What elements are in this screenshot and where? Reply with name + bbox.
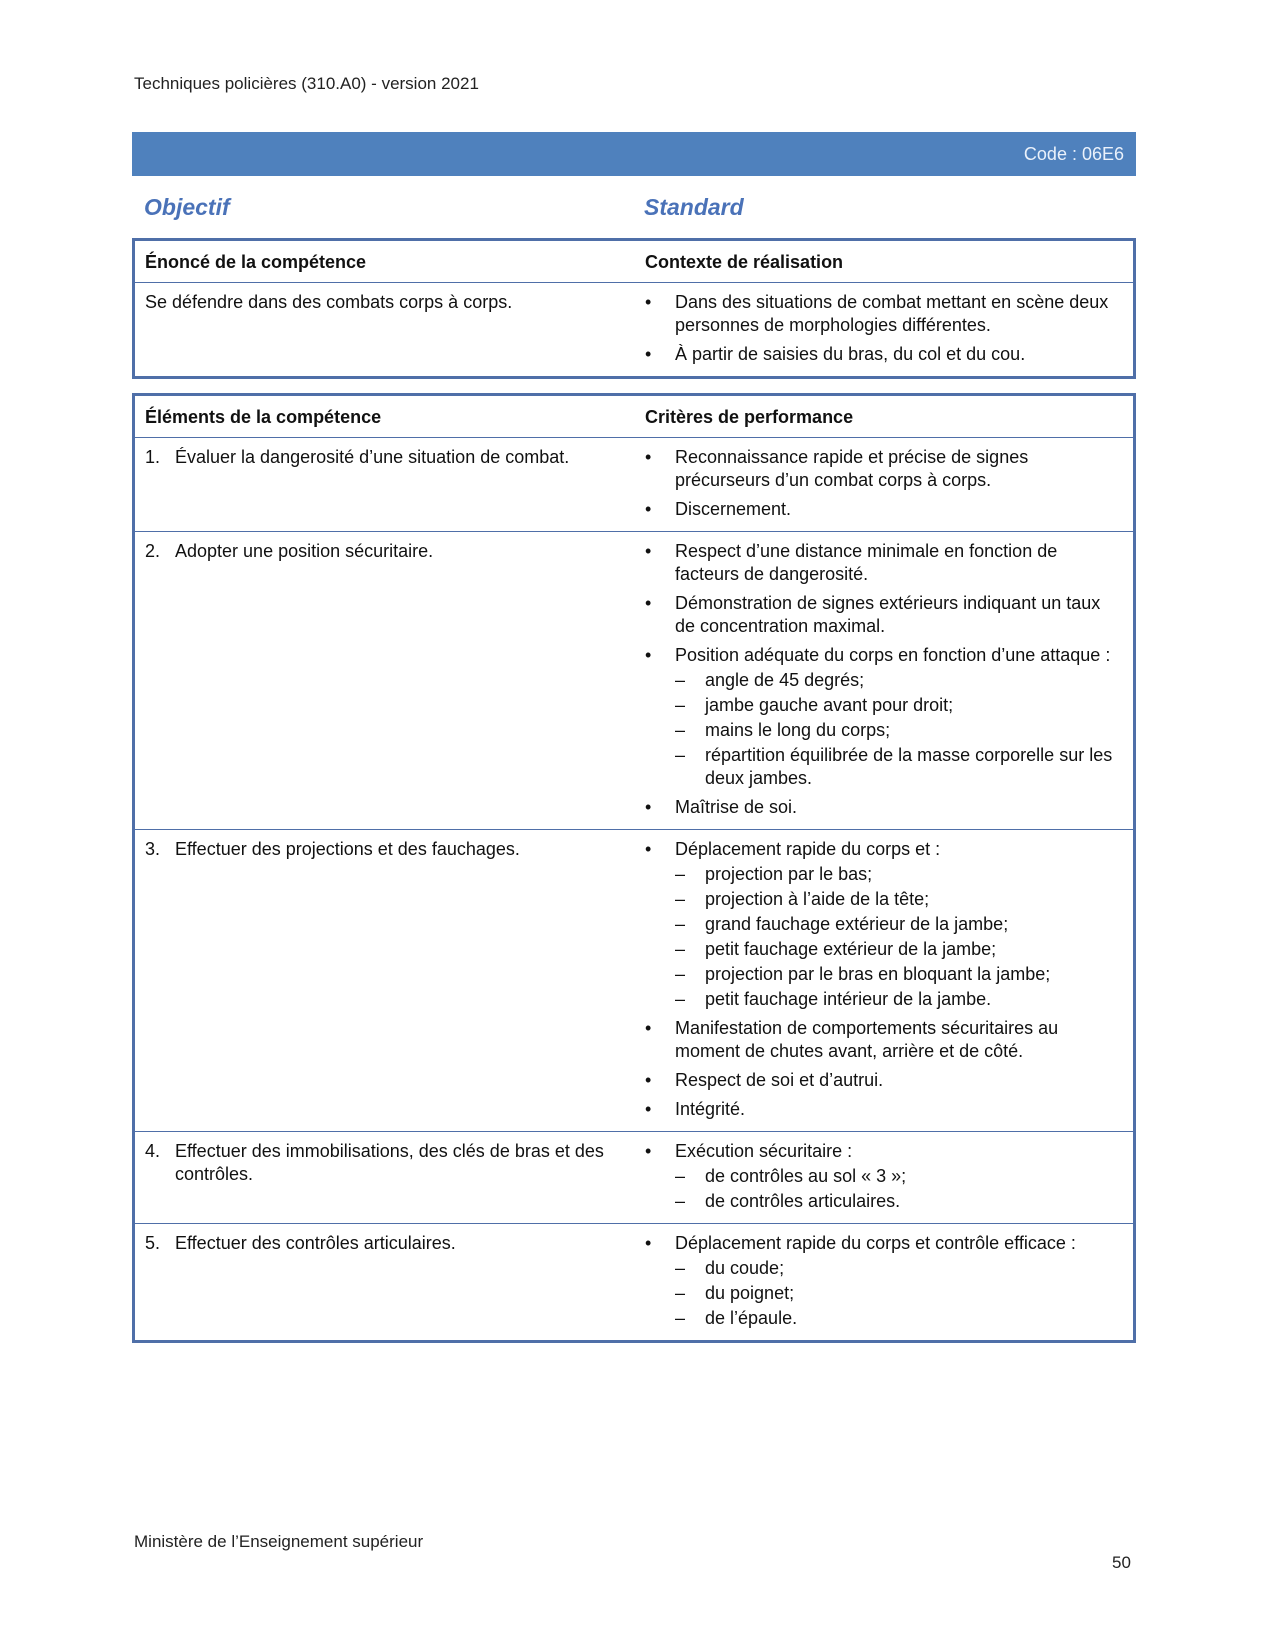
performance-criteria: [635, 830, 1133, 1131]
competency-element: [135, 438, 635, 531]
elements-column-header: Éléments de la compétence: [145, 407, 382, 427]
dash-icon: –: [675, 989, 686, 1009]
list-item: [645, 1232, 1117, 1330]
list-item: [645, 796, 1117, 819]
context-column-header: Contexte de réalisation: [645, 252, 844, 272]
list-item: [645, 644, 1117, 790]
table-row: [135, 437, 1133, 531]
dash-icon: –: [675, 914, 686, 934]
list-item: [645, 592, 1117, 638]
competency-element: [135, 1132, 635, 1223]
criterion-text: Déplacement rapide du corps et :: [675, 839, 941, 859]
competency-code: Code : 06E6: [1023, 144, 1124, 164]
competency-statement-table: [132, 238, 1136, 379]
bullet-icon: •: [645, 541, 652, 561]
list-item: [645, 1098, 1117, 1121]
bullet-icon: •: [645, 645, 652, 665]
dash-icon: –: [675, 670, 686, 690]
sub-list-item: – mains le long du corps;: [675, 720, 891, 740]
competency-element: [135, 1224, 635, 1340]
dash-icon: –: [675, 889, 686, 909]
criterion-text: Reconnaissance rapide et précise de signes précurseurs d’un combat corps à corps.: [675, 447, 1029, 490]
competency-element: [135, 532, 635, 829]
list-item: • Dans des situations de combat mettant en scène deux personnes de morphologies différentes.: [645, 292, 1109, 335]
bullet-icon: •: [645, 797, 652, 817]
list-item: [645, 540, 1117, 586]
criterion-text: Intégrité.: [675, 1099, 746, 1119]
bullet-icon: •: [645, 292, 652, 312]
bullet-icon: •: [645, 344, 652, 364]
sub-list-item: – du coude;: [675, 1258, 785, 1278]
bullet-icon: •: [645, 839, 652, 859]
performance-criteria: [635, 532, 1133, 829]
footer-ministry: Ministère de l’Enseignement supérieur: [134, 1532, 424, 1551]
criterion-text: Respect d’une distance minimale en fonction de facteurs de dangerosité.: [675, 541, 1058, 584]
table-row: [135, 1131, 1133, 1223]
dash-icon: –: [675, 864, 686, 884]
sub-list-item: – angle de 45 degrés;: [675, 670, 865, 690]
list-item: [645, 1017, 1117, 1063]
sub-list-item: – petit fauchage extérieur de la jambe;: [675, 939, 997, 959]
dash-icon: –: [675, 720, 686, 740]
element-number: 5.: [145, 1233, 161, 1253]
element-number: 1.: [145, 447, 161, 467]
performance-criteria: [635, 438, 1133, 531]
sub-list-item: – jambe gauche avant pour droit;: [675, 695, 954, 715]
sub-list-item: – projection par le bas;: [675, 864, 873, 884]
table-header-row: [135, 396, 1133, 437]
competency-element: [135, 830, 635, 1131]
criterion-text: Maîtrise de soi.: [675, 797, 798, 817]
table-row: [135, 1223, 1133, 1340]
table-header-row: [135, 241, 1133, 282]
bullet-icon: •: [645, 499, 652, 519]
list-item: [645, 1140, 1117, 1213]
list-item: • À partir de saisies du bras, du col et du cou.: [645, 344, 1026, 364]
element-text: Effectuer des contrôles articulaires.: [175, 1233, 456, 1253]
sub-list-item: – grand fauchage extérieur de la jambe;: [675, 914, 1009, 934]
element-text: Effectuer des immobilisations, des clés de bras et des contrôles.: [175, 1141, 604, 1184]
sub-list-item: – projection par le bras en bloquant la jambe;: [675, 964, 1051, 984]
bullet-icon: •: [645, 447, 652, 467]
criterion-text: Position adéquate du corps en fonction d’une attaque :: [675, 645, 1111, 665]
bullet-icon: •: [645, 593, 652, 613]
dash-icon: –: [675, 695, 686, 715]
dash-icon: –: [675, 939, 686, 959]
bullet-icon: •: [645, 1070, 652, 1090]
list-item: [645, 498, 1117, 521]
element-text: Adopter une position sécuritaire.: [175, 541, 434, 561]
dash-icon: –: [675, 745, 686, 765]
sub-list-item: – de l’épaule.: [675, 1308, 798, 1328]
element-number: 2.: [145, 541, 161, 561]
criterion-text: Discernement.: [675, 499, 792, 519]
criterion-text: Exécution sécuritaire :: [675, 1141, 853, 1161]
dash-icon: –: [675, 964, 686, 984]
sub-list-item: – de contrôles articulaires.: [675, 1191, 901, 1211]
sub-list-item: – de contrôles au sol « 3 »;: [675, 1166, 907, 1186]
element-text: Effectuer des projections et des fauchages.: [175, 839, 520, 859]
bullet-icon: •: [645, 1018, 652, 1038]
competency-elements-table: [132, 393, 1136, 1343]
table-row: [135, 531, 1133, 829]
criterion-text: Manifestation de comportements sécuritaires au moment de chutes avant, arrière et de côté.: [675, 1018, 1059, 1061]
dash-icon: –: [675, 1308, 686, 1328]
dash-icon: –: [675, 1283, 686, 1303]
sub-list-item: – du poignet;: [675, 1283, 795, 1303]
sub-list-item: – répartition équilibrée de la masse corporelle sur les deux jambes.: [675, 745, 1113, 788]
context-list: [635, 283, 1133, 376]
bullet-icon: •: [645, 1141, 652, 1161]
criteria-column-header: Critères de performance: [645, 407, 854, 427]
column-headings: [132, 190, 1136, 224]
criterion-text: Respect de soi et d’autrui.: [675, 1070, 884, 1090]
code-bar: [132, 132, 1136, 176]
table-row: [135, 282, 1133, 376]
document-header: Techniques policières (310.A0) - version 2021: [134, 74, 479, 93]
criterion-text: Déplacement rapide du corps et contrôle efficace :: [675, 1233, 1076, 1253]
bullet-icon: •: [645, 1233, 652, 1253]
list-item: [645, 1069, 1117, 1092]
standard-heading: Standard: [644, 194, 744, 220]
dash-icon: –: [675, 1166, 686, 1186]
competency-statement: Se défendre dans des combats corps à corps.: [145, 292, 513, 312]
dash-icon: –: [675, 1191, 686, 1211]
objective-heading: Objectif: [144, 194, 230, 220]
performance-criteria: [635, 1132, 1133, 1223]
list-item: [645, 838, 1117, 1011]
element-number: 4.: [145, 1141, 161, 1161]
page-number: 50: [1112, 1553, 1131, 1572]
element-text: Évaluer la dangerosité d’une situation de combat.: [175, 447, 570, 467]
sub-list-item: – petit fauchage intérieur de la jambe.: [675, 989, 992, 1009]
performance-criteria: [635, 1224, 1133, 1340]
dash-icon: –: [675, 1258, 686, 1278]
list-item: [645, 446, 1117, 492]
statement-column-header: Énoncé de la compétence: [145, 252, 367, 272]
criterion-text: Démonstration de signes extérieurs indiquant un taux de concentration maximal.: [675, 593, 1101, 636]
bullet-icon: •: [645, 1099, 652, 1119]
table-row: [135, 829, 1133, 1131]
sub-list-item: – projection à l’aide de la tête;: [675, 889, 930, 909]
element-number: 3.: [145, 839, 161, 859]
